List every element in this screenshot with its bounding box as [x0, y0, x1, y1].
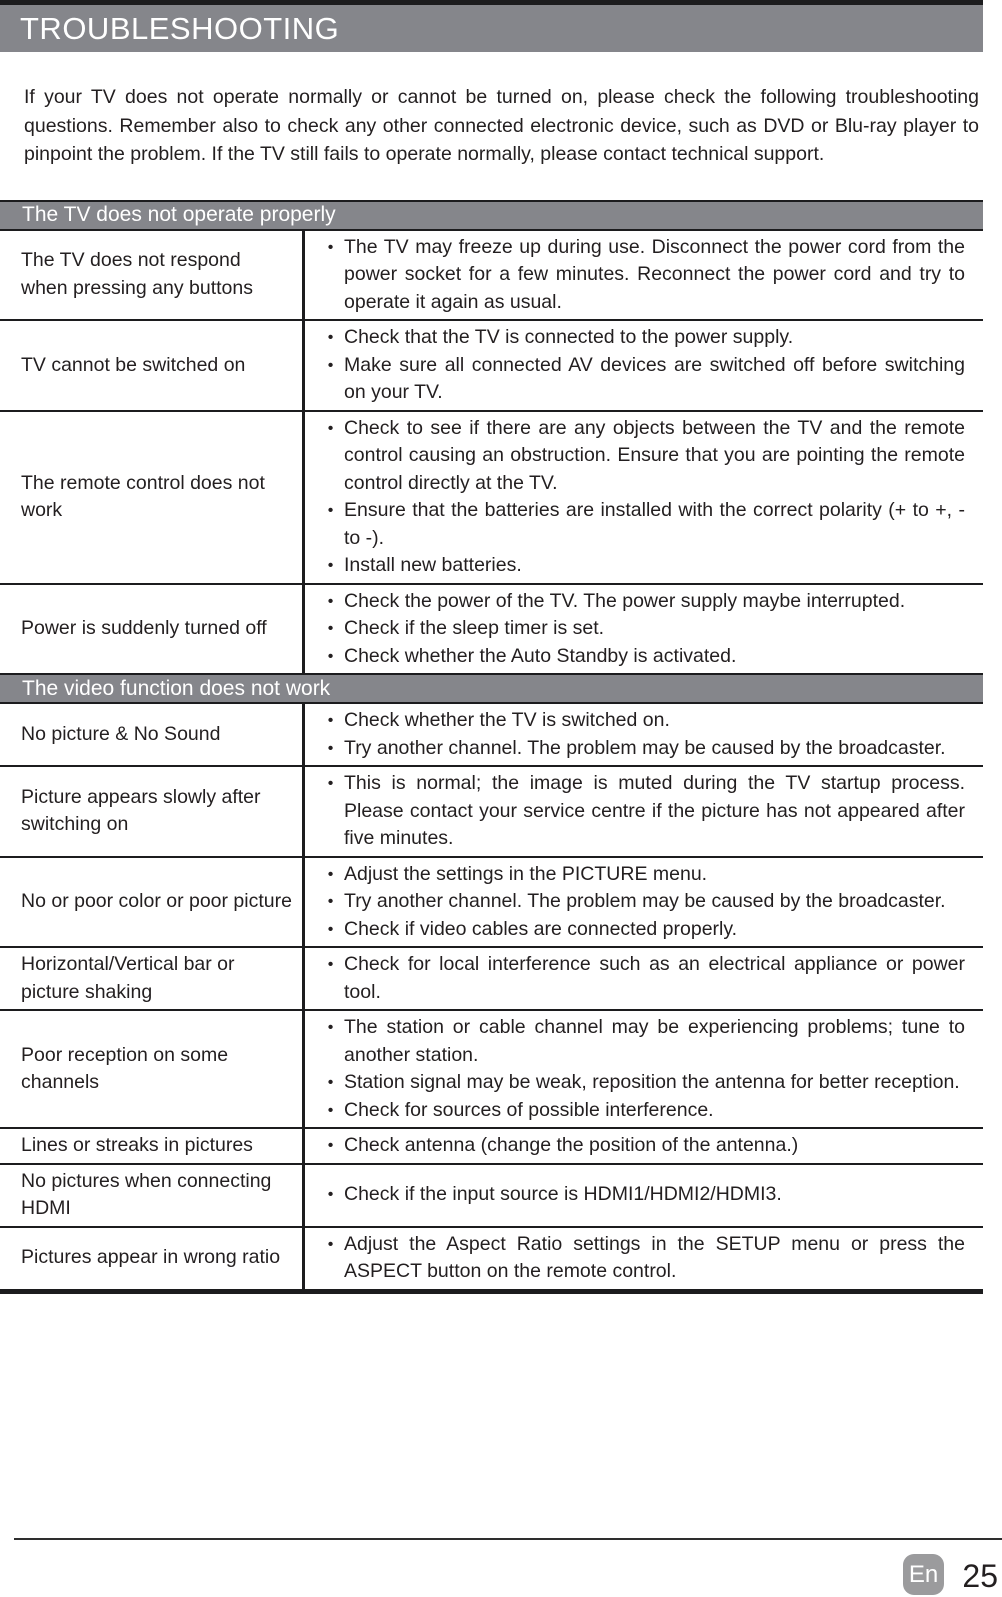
bullet-icon: • — [327, 592, 334, 610]
solution-text: Check whether the Auto Standby is activated. — [344, 644, 737, 667]
problem-label: The remote control does not work — [21, 471, 265, 521]
table-row — [0, 1163, 983, 1226]
bullet-icon: • — [327, 865, 334, 883]
problem-label: No pictures when connecting HDMI — [21, 1169, 272, 1219]
solution-text: Check antenna (change the position of the antenna.) — [344, 1134, 799, 1156]
solution-text: Station signal may be weak, reposition the antenna for better reception. — [344, 1071, 960, 1093]
solution-text: Make sure all connected AV devices are switched off before switching on your TV. — [344, 353, 965, 403]
problem-cell — [0, 948, 305, 1009]
table-row — [0, 1009, 983, 1127]
problem-cell — [0, 1129, 305, 1163]
solution-text: Check that the TV is connected to the power supply. — [344, 326, 794, 348]
solutions-cell — [305, 704, 983, 765]
bullet-icon: • — [327, 739, 334, 757]
solution-text: Check if the input source is HDMI1/HDMI2/HDMI3. — [344, 1183, 782, 1206]
solution-item — [317, 352, 965, 407]
solution-text: Check for sources of possible interference. — [344, 1098, 714, 1121]
solutions-cell — [305, 1129, 983, 1163]
solution-item — [317, 1181, 965, 1209]
solution-text: Try another channel. The problem may be caused by the broadcaster. — [344, 736, 946, 759]
problem-label: No or poor color or poor picture — [21, 890, 292, 912]
page-title: TROUBLESHOOTING — [20, 10, 340, 46]
solution-item — [317, 588, 965, 616]
solution-text: Check the power of the TV. The power supply maybe interrupted. — [344, 589, 906, 612]
solution-text: Try another channel. The problem may be caused by the broadcaster. — [344, 890, 946, 912]
solutions-cell — [305, 231, 983, 320]
problem-label: Poor reception on some channels — [21, 1043, 229, 1093]
page-number: 25 — [962, 1558, 998, 1594]
solution-item — [317, 1069, 965, 1097]
solution-text: Check if the sleep timer is set. — [344, 617, 605, 639]
solution-text: Check if video cables are connected properly. — [344, 917, 738, 940]
problem-cell — [0, 585, 305, 674]
table-row — [0, 410, 983, 583]
solution-item — [317, 861, 965, 889]
table-row — [0, 946, 983, 1009]
problem-cell — [0, 858, 305, 947]
problem-label: Picture appears slowly after switching on — [21, 785, 261, 836]
solution-item — [317, 643, 965, 671]
solution-text: Check to see if there are any objects between the TV and the remote control causing an obstruction. Ensure that you are pointing the remote control directly at the TV. — [344, 416, 965, 494]
solution-item — [317, 888, 965, 916]
solution-item — [317, 234, 965, 317]
solution-text: The TV may freeze up during use. Disconnect the power cord from the power socket for a few minutes. Reconnect the power cord and try to operate it again as usual. — [344, 235, 965, 313]
solutions-cell — [305, 1011, 983, 1127]
solution-item — [317, 324, 965, 352]
solution-text: Adjust the Aspect Ratio settings in the SETUP menu or press the ASPECT button on the remote control. — [344, 1232, 965, 1282]
bullet-icon: • — [327, 893, 334, 910]
solution-text: Check for local interference such as an electrical appliance or power tool. — [344, 953, 965, 1003]
solution-item — [317, 1097, 965, 1125]
table-row — [0, 583, 983, 674]
table-row — [0, 765, 983, 856]
bullet-icon: • — [327, 1101, 334, 1119]
table-row — [0, 319, 983, 410]
solution-text: Ensure that the batteries are installed with the correct polarity (+ to +, - to -). — [344, 499, 965, 549]
bullet-icon: • — [327, 1186, 334, 1204]
solutions-cell — [305, 585, 983, 674]
bullet-icon: • — [327, 647, 334, 665]
solution-item — [317, 415, 965, 498]
problem-label: No picture & No Sound — [21, 722, 221, 745]
problem-cell — [0, 704, 305, 765]
table-row — [0, 1226, 983, 1289]
bullet-icon: • — [327, 1137, 334, 1154]
problem-cell — [0, 412, 305, 583]
solutions-cell — [305, 1228, 983, 1289]
section-header-bar — [0, 200, 983, 231]
section-header-bar — [0, 673, 983, 704]
solutions-cell — [305, 321, 983, 410]
table-row — [0, 856, 983, 947]
problem-cell — [0, 1228, 305, 1289]
solution-text: The station or cable channel may be experiencing problems; tune to another station. — [344, 1016, 965, 1066]
solution-text: Adjust the settings in the PICTURE menu. — [344, 862, 708, 885]
bullet-icon: • — [327, 1074, 334, 1091]
bullet-icon: • — [327, 1019, 334, 1036]
bullet-icon: • — [327, 557, 334, 574]
problem-cell — [0, 767, 305, 856]
bullet-icon: • — [327, 775, 334, 792]
solutions-cell — [305, 858, 983, 947]
solution-item — [317, 1132, 965, 1160]
solution-item — [317, 707, 965, 735]
table-row — [0, 704, 983, 765]
solution-text: Install new batteries. — [344, 554, 522, 576]
problem-cell — [0, 1011, 305, 1127]
troubleshooting-table — [0, 200, 983, 1294]
solutions-cell — [305, 767, 983, 856]
problem-label: Pictures appear in wrong ratio — [21, 1246, 281, 1269]
problem-label: Horizontal/Vertical bar or picture shaking — [21, 953, 235, 1003]
bullet-icon: • — [327, 419, 334, 437]
solution-item — [317, 1014, 965, 1069]
table-row — [0, 1127, 983, 1163]
bullet-icon: • — [327, 238, 334, 256]
solution-item — [317, 615, 965, 643]
table-row — [0, 231, 983, 320]
solution-item — [317, 735, 965, 763]
problem-label: TV cannot be switched on — [21, 353, 246, 376]
intro-paragraph: If your TV does not operate normally or cannot be turned on, please check the following troubleshooting questions. Remember also to check any other connected electronic device, such as DVD or Blu-ray player to pinpoint the problem. If the TV still fails to operate normally, please contact technical support. — [24, 86, 979, 165]
problem-label: The TV does not respond when pressing any buttons — [21, 249, 253, 299]
problem-label: Power is suddenly turned off — [21, 617, 267, 639]
solution-item — [317, 951, 965, 1006]
problem-cell — [0, 321, 305, 410]
solution-item — [317, 916, 965, 944]
solution-item — [317, 1231, 965, 1286]
problem-cell — [0, 231, 305, 320]
bullet-icon: • — [327, 1235, 334, 1253]
page-title-bar — [0, 0, 983, 52]
language-badge: En — [903, 1554, 944, 1595]
bullet-icon: • — [327, 502, 334, 519]
solution-item — [317, 497, 965, 552]
bullet-icon: • — [327, 956, 334, 973]
solution-item — [317, 552, 965, 580]
section-header-label: The TV does not operate properly — [22, 203, 336, 226]
bullet-icon: • — [327, 712, 334, 729]
bullet-icon: • — [327, 920, 334, 938]
bullet-icon: • — [327, 356, 334, 374]
problem-cell — [0, 1165, 305, 1226]
solution-item — [317, 770, 965, 853]
solutions-cell — [305, 412, 983, 583]
bullet-icon: • — [327, 620, 334, 637]
problem-label: Lines or streaks in pictures — [21, 1134, 253, 1156]
section-header-label: The video function does not work — [22, 676, 331, 700]
solution-text: Check whether the TV is switched on. — [344, 709, 670, 731]
solutions-cell — [305, 1165, 983, 1226]
bullet-icon: • — [327, 329, 334, 346]
footer-divider — [14, 1538, 1002, 1540]
solutions-cell — [305, 948, 983, 1009]
solution-text: This is normal; the image is muted during the TV startup process. Please contact your service centre if the picture has not appeared after five minutes. — [344, 772, 965, 849]
